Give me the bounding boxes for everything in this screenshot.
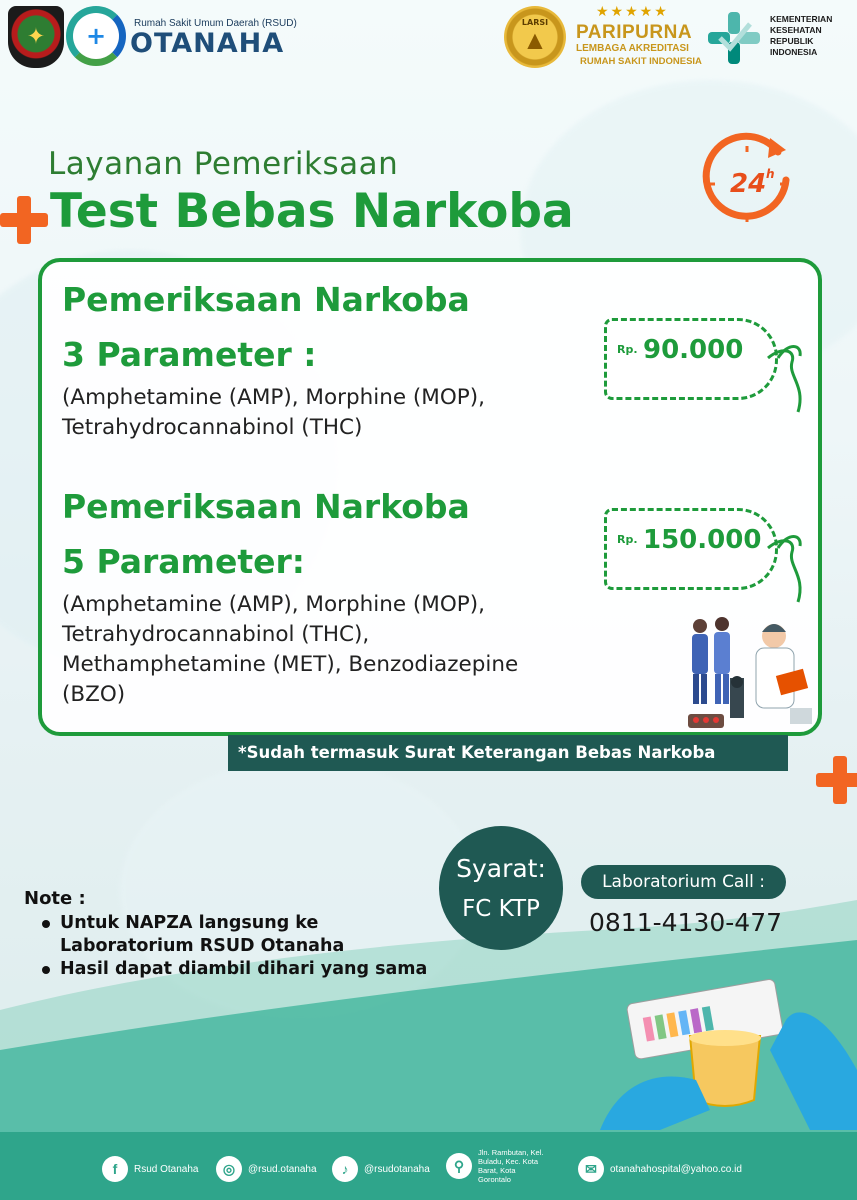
hospital-name: OTANAHA xyxy=(130,28,285,59)
rating-stars-icon: ★★★★★ xyxy=(596,4,669,20)
accreditation-body-line2: RUMAH SAKIT INDONESIA xyxy=(580,56,702,67)
footer-tiktok[interactable] xyxy=(332,1156,430,1182)
package-2-title-line2: 5 Parameter: xyxy=(62,542,305,581)
requirements-label: Syarat: xyxy=(456,854,546,883)
facebook-handle: Rsud Otanaha xyxy=(134,1163,199,1175)
regional-crest-logo xyxy=(8,6,64,68)
larsi-seal-icon: LARSI ▲ xyxy=(504,6,566,68)
footer-address xyxy=(446,1148,550,1184)
accreditation-body-line1: LEMBAGA AKREDITASI xyxy=(576,43,689,54)
facebook-icon: f xyxy=(102,1156,128,1182)
hospital-subtitle: Rumah Sakit Umum Daerah (RSUD) xyxy=(134,18,297,29)
address-text: Jln. Rambutan, Kel. Buladu, Kec. Kota Barat, Kota Gorontalo xyxy=(478,1148,544,1184)
crest-icon: ✦ xyxy=(26,24,46,50)
plus-decoration-icon xyxy=(0,196,48,244)
accreditation-rating: PARIPURNA xyxy=(576,22,693,43)
package-1-desc-line1: (Amphetamine (AMP), Morphine (MOP), xyxy=(62,385,485,410)
tiktok-handle: @rsudotanaha xyxy=(364,1163,430,1175)
package-2-desc-line3: Methamphetamine (MET), Benzodiazepine xyxy=(62,652,519,677)
package-2-desc-line2: Tetrahydrocannabinol (THC), xyxy=(62,622,370,647)
note-item: Hasil dapat diambil dihari yang sama xyxy=(40,958,440,981)
ministry-text: KEMENTERIAN KESEHATAN REPUBLIK INDONESIA xyxy=(770,14,833,57)
larsi-seal-text: LARSI xyxy=(521,18,549,27)
package-2-title-line1: Pemeriksaan Narkoba xyxy=(62,487,470,526)
package-2-desc-line4: (BZO) xyxy=(62,682,126,707)
footer-instagram[interactable] xyxy=(216,1156,317,1182)
24-hours-icon xyxy=(700,124,796,224)
otanaha-logo-icon: + xyxy=(66,6,126,66)
package-2-desc-line1: (Amphetamine (AMP), Morphine (MOP), xyxy=(62,592,485,617)
hours-suffix-text: h xyxy=(766,167,775,181)
email-address: otanahahospital@yahoo.co.id xyxy=(610,1163,742,1175)
plus-decoration-icon xyxy=(816,756,857,804)
service-subtitle: Layanan Pemeriksaan xyxy=(48,146,399,182)
lab-phone-number[interactable]: 0811-4130-477 xyxy=(589,908,783,937)
package-1-title-line2: 3 Parameter : xyxy=(62,335,317,374)
page-title: Test Bebas Narkoba xyxy=(50,184,574,239)
note-heading: Note : xyxy=(24,888,86,909)
kemenkes-logo-icon xyxy=(706,10,762,66)
requirements-badge xyxy=(439,826,563,950)
tag-string-icon xyxy=(762,336,812,416)
price-value: 150.000 xyxy=(643,525,762,555)
price-currency: Rp. xyxy=(617,533,638,546)
note-item: Untuk NAPZA langsung ke Laboratorium RSUD Otanaha xyxy=(40,912,440,958)
price-currency: Rp. xyxy=(617,343,638,356)
package-1-title-line1: Pemeriksaan Narkoba xyxy=(62,280,470,319)
inclusion-banner: *Sudah termasuk Surat Keterangan Bebas Narkoba xyxy=(228,735,788,771)
instagram-icon: ◎ xyxy=(216,1156,242,1182)
hours-badge-text: 24 xyxy=(730,169,767,199)
tag-string-icon xyxy=(762,526,812,606)
footer-email[interactable] xyxy=(578,1156,742,1182)
instagram-handle: @rsud.otanaha xyxy=(248,1163,317,1175)
price-tag-3-param xyxy=(604,318,778,400)
lab-call-label: Laboratorium Call : xyxy=(581,865,786,899)
email-icon: ✉ xyxy=(578,1156,604,1182)
tiktok-icon: ♪ xyxy=(332,1156,358,1182)
drug-test-illustration-icon xyxy=(600,960,857,1130)
location-pin-icon: ⚲ xyxy=(446,1153,472,1179)
requirements-value: FC KTP xyxy=(462,896,540,922)
lab-workers-illustration-icon xyxy=(682,612,816,732)
note-list xyxy=(40,912,440,981)
price-tag-5-param xyxy=(604,508,778,590)
price-value: 90.000 xyxy=(643,335,744,365)
package-1-desc-line2: Tetrahydrocannabinol (THC) xyxy=(62,415,363,440)
footer-facebook[interactable] xyxy=(102,1156,199,1182)
